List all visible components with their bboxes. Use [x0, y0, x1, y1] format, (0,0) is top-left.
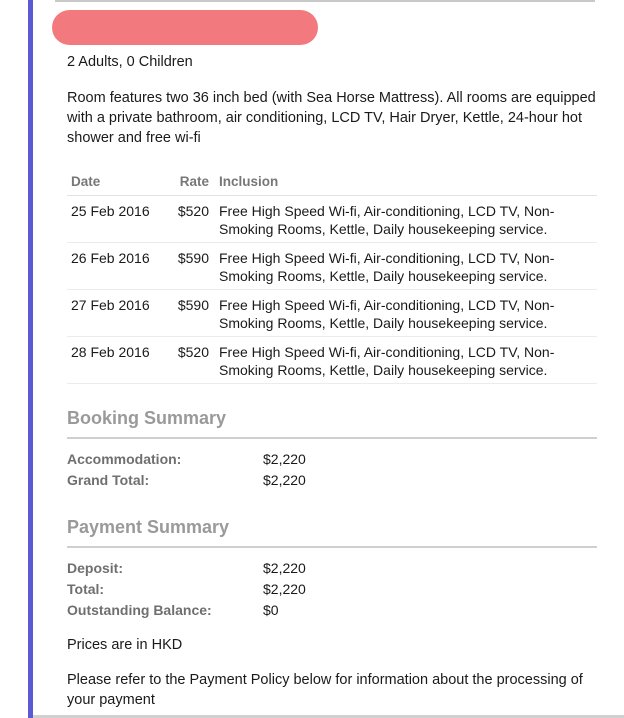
summary-row-accommodation — [67, 449, 597, 470]
row-rate: $590 — [165, 243, 215, 290]
row-date: 25 Feb 2016 — [67, 196, 165, 243]
row-inclusion: Free High Speed Wi-fi, Air-conditioning, LCD TV, Non-Smoking Rooms, Kettle, Daily housekeeping service. — [215, 290, 597, 337]
row-date: 26 Feb 2016 — [67, 243, 165, 290]
summary-label: Grand Total: — [67, 472, 150, 488]
row-rate: $520 — [165, 337, 215, 384]
header-inclusion: Inclusion — [215, 167, 597, 196]
summary-row-grand-total — [67, 470, 597, 491]
row-rate: $590 — [165, 290, 215, 337]
payment-summary-section — [67, 517, 597, 621]
rates-table — [67, 167, 597, 384]
payment-policy-note: Please refer to the Payment Policy below for information about the processing of your payment — [67, 672, 583, 708]
summary-row-outstanding-balance — [67, 600, 597, 621]
summary-value: $2,220 — [263, 472, 306, 488]
row-inclusion: Free High Speed Wi-fi, Air-conditioning, LCD TV, Non-Smoking Rooms, Kettle, Daily housekeeping service. — [215, 196, 597, 243]
table-row — [67, 196, 597, 243]
row-rate: $520 — [165, 196, 215, 243]
summary-label: Outstanding Balance: — [67, 602, 212, 618]
row-date: 27 Feb 2016 — [67, 290, 165, 337]
row-inclusion: Free High Speed Wi-fi, Air-conditioning, LCD TV, Non-Smoking Rooms, Kettle, Daily housekeeping service. — [215, 337, 597, 384]
payment-summary-list — [67, 558, 597, 621]
header-date: Date — [67, 167, 165, 196]
header-rate: Rate — [165, 167, 215, 196]
currency-note: Prices are in HKD — [67, 637, 183, 653]
room-description: Room features two 36 inch bed (with Sea Horse Mattress). All rooms are equipped with a private bathroom, air conditioning, LCD TV, Hair Dryer, Kettle, 24-hour hot shower and free wi-fi — [67, 90, 596, 146]
redacted-name-mark — [52, 10, 318, 45]
summary-row-deposit — [67, 558, 597, 579]
payment-summary-title: Payment Summary — [67, 517, 597, 548]
summary-value: $2,220 — [263, 451, 306, 467]
row-date: 28 Feb 2016 — [67, 337, 165, 384]
top-divider — [55, 0, 595, 2]
booking-details — [67, 52, 597, 710]
summary-label: Total: — [67, 581, 105, 597]
booking-summary-list — [67, 449, 597, 491]
left-accent-rule — [28, 0, 33, 718]
summary-label: Deposit: — [67, 560, 123, 576]
summary-value: $2,220 — [263, 581, 306, 597]
summary-value: $2,220 — [263, 560, 306, 576]
summary-label: Accommodation: — [67, 451, 182, 467]
booking-summary-section — [67, 408, 597, 491]
row-inclusion: Free High Speed Wi-fi, Air-conditioning, LCD TV, Non-Smoking Rooms, Kettle, Daily housekeeping service. — [215, 243, 597, 290]
table-row — [67, 337, 597, 384]
summary-value: $0 — [263, 602, 279, 618]
table-row — [67, 243, 597, 290]
booking-summary-title: Booking Summary — [67, 408, 597, 439]
guest-count: 2 Adults, 0 Children — [67, 54, 193, 70]
rates-header-row — [67, 167, 597, 196]
summary-row-total — [67, 579, 597, 600]
table-row — [67, 290, 597, 337]
